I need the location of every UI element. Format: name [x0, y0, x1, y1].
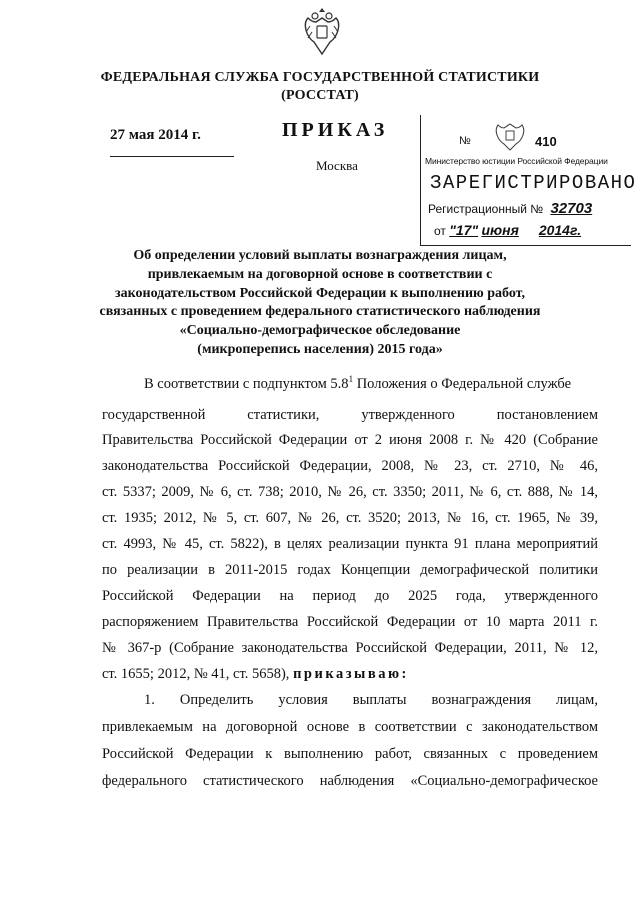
body-line: Правительства Российской Федерации от 2 июня 2008 г. № 420 (Собрание: [102, 432, 598, 448]
body-line: Российской Федерации на период до 2025 года, утвержденного: [102, 588, 598, 604]
order-title: ПРИКАЗ: [282, 119, 389, 141]
order-subject: [60, 247, 580, 360]
body-line: привлекаемым на договорной основе в соответствии с законодательством: [102, 719, 598, 735]
stamp-registered: ЗАРЕГИСТРИРОВАНО: [430, 172, 637, 194]
body-line: ст. 4993, № 45, ст. 5822), в целях реализации пункта 91 плана мероприятий: [102, 536, 598, 552]
order-date: 27 мая 2014 г.: [110, 127, 201, 143]
subject-line: (микроперепись населения) 2015 года»: [197, 341, 443, 357]
stamp-date-month: июня: [481, 222, 519, 238]
stamp-number: № 410: [535, 134, 557, 149]
text-span: В соответствии с подпунктом 5.8: [144, 376, 349, 392]
body-line: законодательства Российской Федерации, 2008, № 23, ст. 2710, № 46,: [102, 458, 598, 474]
paragraph-1-first-line: [102, 376, 598, 393]
stamp-emblem-icon: [492, 117, 528, 151]
stamp-registration-label: Регистрационный №: [428, 202, 544, 216]
stamp-registration-number: 32703: [550, 200, 593, 217]
stamp-date-prefix: от: [434, 224, 446, 238]
text-span: ст. 1655; 2012, № 41, ст. 5658),: [102, 666, 294, 682]
body-line: федерального статистического наблюдения «Социально-демографическое: [102, 773, 598, 789]
paragraph-1-last-line: [102, 666, 598, 683]
body-line: по реализации в 2011-2015 годах Концепции демографической политики: [102, 562, 598, 578]
stamp-registration-line: [428, 200, 592, 217]
subject-line: «Социально-демографическое обследование: [179, 323, 461, 339]
body-line: распоряжением Правительства Российской Федерации от 10 марта 2011 г.: [102, 614, 598, 630]
stamp-date-year: 2014г.: [538, 222, 582, 238]
body-line: Российской Федерации к выполнению работ, связанных с проведением: [102, 746, 598, 762]
paragraph-2-first-line: 1. Определить условия выплаты вознаграждения лицам,: [144, 692, 598, 708]
stamp-date-day: "17": [449, 222, 479, 238]
text-span: Положения о Федеральной службе: [353, 376, 572, 392]
date-underline: [110, 156, 234, 157]
body-line: ст. 5337; 2009, № 6, ст. 738; 2010, № 26, ст. 3350; 2011, № 6, ст. 888, № 14,: [102, 484, 598, 500]
agency-abbreviation: (РОССТАТ): [281, 88, 359, 103]
subject-line: законодательством Российской Федерации к выполнению работ,: [115, 285, 525, 301]
body-line: ст. 1935; 2012, № 5, ст. 607, № 26, ст. 3520; 2013, № 16, ст. 1965, № 39,: [102, 510, 598, 526]
agency-name: ФЕДЕРАЛЬНАЯ СЛУЖБА ГОСУДАРСТВЕННОЙ СТАТИСТИКИ: [100, 70, 540, 85]
body-line: № 367-р (Собрание законодательства Российской Федерации, 2011, № 12,: [102, 640, 598, 656]
subject-line: привлекаемым на договорной основе в соответствии с: [147, 266, 493, 282]
order-verb: приказываю:: [293, 666, 409, 682]
subject-line: Об определении условий выплаты вознаграждения лицам,: [133, 248, 507, 263]
order-city: Москва: [316, 158, 358, 173]
body-line: государственной статистики, утвержденного постановлением: [102, 407, 598, 423]
subject-line: связанных с проведением федерального статистического наблюдения: [99, 304, 541, 320]
superscript: 1: [348, 374, 354, 385]
coat-of-arms-icon: [300, 8, 344, 56]
stamp-ministry: Министерство юстиции Российской Федерации: [425, 156, 608, 166]
stamp-date-line: [434, 222, 581, 238]
